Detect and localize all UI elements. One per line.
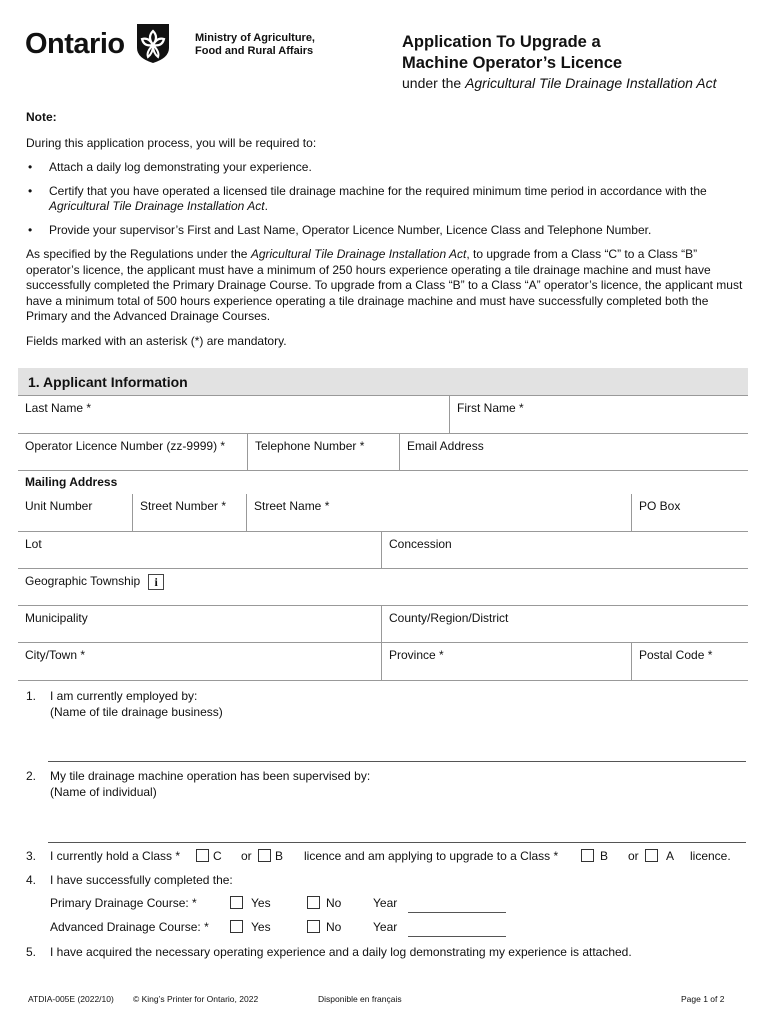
question-4-number: 4. [26, 873, 37, 887]
note-bullet: • Provide your supervisor’s First and Last Name, Operator Licence Number, Licence Class and Telephone Number. [28, 223, 652, 237]
primary-year-input[interactable] [408, 898, 506, 913]
primary-no-group: No [307, 896, 341, 910]
question-3-middle-text: licence and am applying to upgrade to a Class * [304, 849, 559, 863]
note-bullet: • Certify that you have operated a licensed tile drainage machine for the required minimum time period in accordance with the Agricultural Tile Drainage Installation Act. [28, 184, 707, 213]
trillium-logo-icon [134, 22, 172, 64]
mailing-address-label: Mailing Address [25, 475, 118, 489]
street-number-field[interactable]: Street Number * [132, 494, 246, 531]
province-field[interactable]: Province * [381, 643, 631, 680]
advanced-yes-group: Yes [230, 920, 271, 934]
copyright: © King’s Printer for Ontario, 2022 [133, 994, 259, 1004]
or-label: or [241, 849, 252, 863]
note-heading: Note: [26, 110, 57, 124]
supervisor-input-line[interactable] [48, 826, 746, 843]
primary-year-label: Year [373, 896, 398, 910]
class-b-checkbox-group: B [258, 849, 283, 863]
contact-row [18, 434, 748, 471]
ministry-name: Ministry of Agriculture, Food and Rural Affairs [195, 32, 315, 57]
unit-number-field[interactable]: Unit Number [25, 499, 93, 513]
last-name-field[interactable]: Last Name * [25, 401, 92, 415]
form-title: Application To Upgrade a Machine Operator’s Licence [402, 33, 623, 72]
question-2: 2. My tile drainage machine operation has been supervised by: (Name of individual) [26, 769, 371, 799]
advanced-no-checkbox[interactable] [307, 920, 320, 933]
municipality-row [18, 606, 748, 643]
class-c-checkbox[interactable] [196, 849, 209, 862]
question-3-text: I currently hold a Class * [50, 849, 181, 863]
note-section [26, 110, 746, 358]
form-subtitle: under the Agricultural Tile Drainage Installation Act [402, 75, 717, 91]
upgrade-class-a-checkbox[interactable] [645, 849, 658, 862]
first-name-field[interactable]: First Name * [449, 396, 748, 433]
street-row [18, 494, 748, 532]
concession-field[interactable]: Concession [381, 532, 748, 568]
municipality-field[interactable]: Municipality [25, 611, 88, 625]
email-field[interactable]: Email Address [399, 434, 748, 470]
question-5-text: I have acquired the necessary operating experience and a daily log demonstrating my experience is attached. [50, 945, 632, 959]
note-intro: During this application process, you will be required to: [26, 136, 317, 150]
french-availability: Disponible en français [318, 994, 402, 1004]
township-row [18, 569, 748, 606]
ontario-logo-text: Ontario [25, 28, 125, 60]
po-box-field[interactable]: PO Box [631, 494, 748, 531]
street-name-field[interactable]: Street Name * [246, 494, 631, 531]
class-b-checkbox[interactable] [258, 849, 271, 862]
advanced-no-group: No [307, 920, 341, 934]
operator-licence-field[interactable]: Operator Licence Number (zz-9999) * [25, 439, 226, 453]
question-3-end-text: licence. [690, 849, 731, 863]
upgrade-class-b-checkbox[interactable] [581, 849, 594, 862]
county-field[interactable]: County/Region/District [381, 606, 748, 642]
mandatory-note: Fields marked with an asterisk (*) are mandatory. [26, 333, 287, 348]
question-4-text: I have successfully completed the: [50, 873, 233, 887]
question-5-number: 5. [26, 945, 37, 959]
page-header [0, 0, 770, 100]
city-field[interactable]: City/Town * [25, 648, 86, 662]
advanced-year-label: Year [373, 920, 398, 934]
primary-no-checkbox[interactable] [307, 896, 320, 909]
name-row [18, 396, 748, 434]
or-label: or [628, 849, 639, 863]
question-1: 1. I am currently employed by: (Name of tile drainage business) [26, 689, 223, 719]
employer-input-line[interactable] [48, 745, 746, 762]
advanced-course-label: Advanced Drainage Course: * [50, 920, 209, 934]
lot-row [18, 532, 748, 569]
primary-yes-group: Yes [230, 896, 271, 910]
form-id: ATDIA-005E (2022/10) [28, 994, 114, 1004]
info-icon[interactable]: i [148, 574, 164, 590]
lot-field[interactable]: Lot [25, 537, 42, 551]
note-regulations-paragraph: As specified by the Regulations under the Agricultural Tile Drainage Installation Act, to upgrade from a Class “C” to a Class “B” operator’s licence, the applicant must have a minimum of 250 hours experience operating a tile drainage machine and must have successfully completed the Primary Drainage Course. To upgrade from a Class “B” to a Class “A” operator’s licence, the applicant must have a minimum total of 500 hours experience operating a tile drainage machine and must have successfully completed both the Primary and the Advanced Drainage Courses. [26, 247, 743, 323]
question-3-number: 3. [26, 849, 37, 863]
city-row [18, 643, 748, 681]
note-bullet: • Attach a daily log demonstrating your experience. [28, 160, 312, 174]
telephone-field[interactable]: Telephone Number * [247, 434, 399, 470]
primary-yes-checkbox[interactable] [230, 896, 243, 909]
class-c-checkbox-group: C [196, 849, 222, 863]
geographic-township-field[interactable] [18, 569, 748, 605]
page-number: Page 1 of 2 [681, 994, 725, 1004]
section-applicant-information: 1. Applicant Information [18, 368, 748, 396]
advanced-yes-checkbox[interactable] [230, 920, 243, 933]
primary-course-label: Primary Drainage Course: * [50, 896, 197, 910]
geographic-township-label: Geographic Township [25, 574, 141, 589]
upgrade-class-a-checkbox-group: A [645, 849, 674, 863]
upgrade-class-b-checkbox-group: B [581, 849, 608, 863]
advanced-year-input[interactable] [408, 922, 506, 937]
postal-code-field[interactable]: Postal Code * [631, 643, 748, 680]
